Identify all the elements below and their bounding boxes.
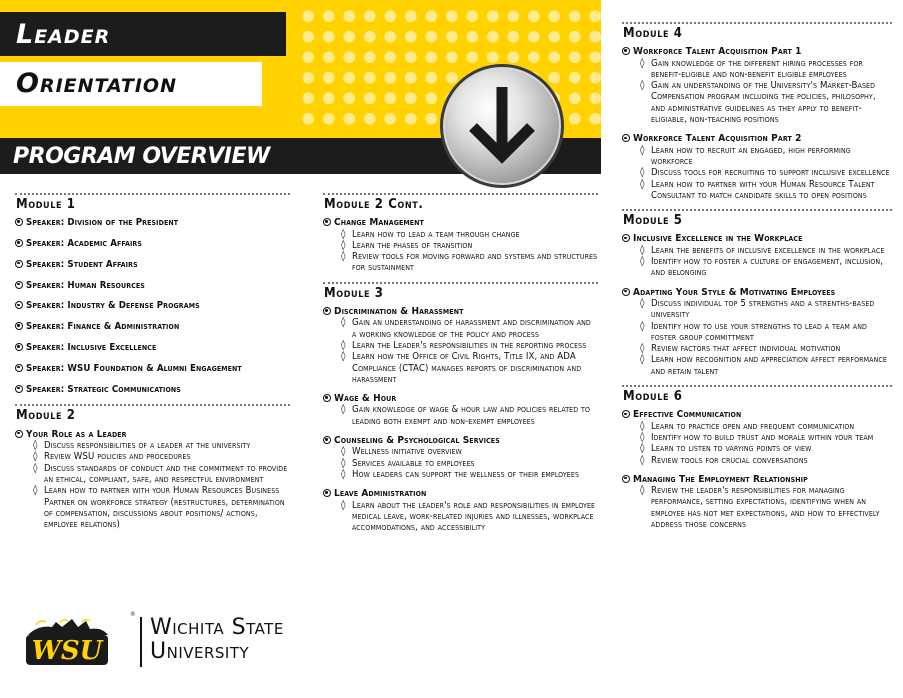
- topic-item-list: [323, 229, 598, 274]
- module-4-title: Module 4: [623, 26, 683, 41]
- topic-heading-text: Managing The Employment Relationship: [633, 473, 808, 485]
- topic-list-item: ◊ Learn the phases of transition: [352, 240, 598, 251]
- topic-item-list: [323, 446, 598, 480]
- logo-name-line-1: Wichita State: [150, 615, 284, 640]
- circle-bullet-icon: [15, 322, 23, 330]
- topic-list-item: ◊ How leaders can support the wellness of their employees: [352, 469, 598, 480]
- topic-heading-text: Change Management: [334, 217, 424, 229]
- topic-heading-text: Wage & Hour: [334, 393, 397, 405]
- circle-bullet-icon: [622, 134, 630, 142]
- circle-bullet-icon: [323, 489, 331, 497]
- circle-bullet-icon: [622, 288, 630, 296]
- circle-bullet-icon: [622, 234, 630, 242]
- topic-heading: [323, 393, 598, 404]
- circle-bullet-icon: [15, 239, 23, 247]
- topic-item-list: [323, 317, 598, 385]
- topic-list-item: ◊ Learn the Leader's responsibilities in the reporting process: [352, 340, 598, 351]
- speaker-label: Speaker: Strategic Communications: [26, 383, 181, 395]
- title-bar-orientation: [0, 62, 262, 106]
- title-bar-leader: [0, 12, 286, 56]
- topic-list-item: ◊ Review factors that affect individual motivation: [651, 343, 892, 354]
- topic-list-item: ◊ Gain knowledge of the different hiring processes for benefit-eligible and non-benefit eligible employees: [651, 58, 892, 81]
- logo-divider: [140, 617, 142, 667]
- circle-bullet-icon: [622, 47, 630, 55]
- topic-list-item: ◊ Services available to employees: [352, 458, 598, 469]
- speaker-label: Speaker: Student Affairs: [26, 258, 138, 270]
- speaker-label: Speaker: Human Resources: [26, 279, 145, 291]
- wsu-shocker-mark-icon: [22, 613, 112, 669]
- circle-bullet-icon: [622, 475, 630, 483]
- module-6-title: Module 6: [623, 389, 683, 405]
- topic-heading: [323, 217, 598, 228]
- topic-list-item: ◊ Identify how to build trust and morale within your team: [651, 432, 892, 443]
- topic-list-item: ◊ Review tools for crucial conversations: [651, 455, 892, 466]
- module-5-title: Module 5: [623, 213, 683, 229]
- topic-block: [622, 474, 892, 530]
- module-2-topics: [15, 429, 290, 531]
- speaker-item: [15, 363, 290, 374]
- topic-list-item: ◊ Learn to practice open and frequent communication: [651, 421, 892, 432]
- topic-item-list: [622, 421, 892, 466]
- topic-list-item: ◊ Learn how to lead a team through change: [352, 229, 598, 240]
- circle-bullet-icon: [15, 364, 23, 372]
- topic-list-item: ◊ Review the leader's responsibilities for managing performance, setting expectations, identifying when an employee has not met expectations, and how to effectively address those concerns: [651, 485, 892, 530]
- topic-heading: [323, 435, 598, 446]
- topic-item-list: [622, 58, 892, 126]
- topic-block: [622, 409, 892, 465]
- topic-block: [323, 435, 598, 480]
- logo-name-line-2: University: [150, 639, 250, 664]
- circle-bullet-icon: [323, 218, 331, 226]
- topic-block: [622, 46, 892, 125]
- topic-heading-text: Adapting Your Style & Motivating Employees: [633, 286, 836, 298]
- topic-list-item: ◊ Review WSU policies and procedures: [44, 451, 290, 462]
- speaker-label: Speaker: Finance & Administration: [26, 321, 180, 333]
- topic-heading-text: Effective Communication: [633, 409, 742, 421]
- title-orientation: Orientation: [16, 68, 177, 99]
- circle-bullet-icon: [622, 410, 630, 418]
- circle-bullet-icon: [15, 343, 23, 351]
- topic-list-item: ◊ Discuss tools for recruiting to support inclusive excellence: [651, 167, 892, 178]
- topic-heading: [622, 409, 892, 420]
- divider: [15, 193, 290, 195]
- topic-list-item: ◊ Gain an understanding of the University's Market-Based Compensation program including the policies, philosophy, and administrative guidelines as they apply to benefit-eligiable, non-teaching positions: [651, 80, 892, 125]
- topic-block: [15, 429, 290, 531]
- topic-list-item: ◊ Discuss individual top 5 strengths and a strenths-based university: [651, 298, 892, 321]
- module-3-topics: [323, 306, 598, 533]
- topic-item-list: [323, 500, 598, 534]
- topic-list-item: ◊ Gain knowledge of wage & hour law and policies related to leading both exempt and non-exempt employees: [352, 404, 598, 427]
- topic-list-item: ◊ Learn how recognition and appreciation affect performance and retain talent: [651, 354, 892, 377]
- module-1-title: Module 1: [16, 197, 76, 212]
- topic-heading: [622, 474, 892, 485]
- circle-bullet-icon: [15, 281, 23, 289]
- divider: [323, 193, 598, 195]
- column-left: [15, 193, 290, 538]
- speaker-label: Speaker: Division of the President: [26, 217, 179, 229]
- down-arrow-icon: [440, 64, 564, 188]
- topic-heading-text: Leave Administration: [334, 488, 427, 500]
- speaker-label: Speaker: Inclusive Excellence: [26, 342, 157, 354]
- speaker-label: Speaker: Academic Affairs: [26, 238, 143, 250]
- module-2-cont-topics: [323, 217, 598, 273]
- column-right: [622, 22, 892, 538]
- topic-block: [622, 233, 892, 278]
- speaker-item: [15, 238, 290, 249]
- topic-list-item: ◊ Learn how to recruit an engaged, high performing workforce: [651, 145, 892, 168]
- topic-list-item: ◊ Discuss standards of conduct and the commitment to provide an ethical, compliant, safe, and respectful environment: [44, 463, 290, 486]
- topic-list-item: ◊ Discuss responsibilities of a leader at the university: [44, 440, 290, 451]
- speaker-item: [15, 300, 290, 311]
- topic-list-item: ◊ Learn how to partner with your Human Resources Business Partner on workforce strategy (restructures, determination of compensation, discussions about positions/ actions, employee relations): [44, 485, 290, 530]
- topic-list-item: ◊ Learn to listen to varying points of view: [651, 443, 892, 454]
- registered-mark: ®: [130, 611, 136, 618]
- divider: [622, 209, 892, 211]
- module-5-topics: [622, 233, 892, 377]
- topic-list-item: ◊ Learn about the leader's role and responsibilities in employee medical leave, work-related injuries and illnesses, workplace accommodations, and accessibility: [352, 500, 598, 534]
- wichita-state-logo: [22, 611, 302, 671]
- topic-block: [622, 287, 892, 377]
- topic-list-item: ◊ Review tools for moving forward and systems and structures for sustainment: [352, 251, 598, 274]
- topic-list-item: ◊ Wellness initiative overview: [352, 446, 598, 457]
- topic-list-item: ◊ Learn how the Office of Civil Rights, Title IX, and ADA Compliance (CTAC) manages reports of discrimination and harassment: [352, 351, 598, 385]
- module-3-title: Module 3: [324, 285, 384, 301]
- topic-list-item: ◊ Identify how to foster a culture of engagement, inclusion, and belonging: [651, 256, 892, 279]
- circle-bullet-icon: [323, 436, 331, 444]
- topic-block: [622, 133, 892, 201]
- topic-heading-text: Your Role as a Leader: [26, 428, 127, 440]
- topic-heading-text: Discrimination & Harassment: [334, 306, 464, 318]
- module-2-cont-title: Module 2 Cont.: [324, 197, 424, 212]
- topic-item-list: [622, 145, 892, 201]
- topic-block: [323, 217, 598, 273]
- topic-heading: [622, 133, 892, 144]
- topic-block: [323, 488, 598, 533]
- circle-bullet-icon: [15, 385, 23, 393]
- circle-bullet-icon: [15, 430, 23, 438]
- topic-heading: [15, 429, 290, 440]
- module-6-topics: [622, 409, 892, 530]
- speaker-label: Speaker: WSU Foundation & Alumni Engagement: [26, 362, 242, 374]
- topic-heading-text: Workforce Talent Acquisition Part 1: [633, 46, 802, 58]
- module-4-topics: [622, 46, 892, 201]
- module-1-speaker-list: [15, 217, 290, 395]
- circle-bullet-icon: [15, 218, 23, 226]
- topic-heading: [622, 287, 892, 298]
- speaker-item: [15, 217, 290, 228]
- circle-bullet-icon: [15, 260, 23, 268]
- speaker-item: [15, 280, 290, 291]
- column-middle: [323, 193, 598, 541]
- topic-heading: [622, 233, 892, 244]
- speaker-item: [15, 321, 290, 332]
- topic-item-list: [622, 298, 892, 377]
- topic-item-list: [323, 404, 598, 427]
- topic-list-item: ◊ Identify how to use your strengths to lead a team and foster group committment: [651, 321, 892, 344]
- topic-item-list: [15, 440, 290, 530]
- topic-heading-text: Counseling & Psychological Services: [334, 435, 500, 447]
- module-2-title: Module 2: [16, 408, 76, 424]
- topic-item-list: [622, 245, 892, 279]
- topic-heading: [323, 488, 598, 499]
- topic-list-item: ◊ Gain an understanding of harassment and discrimination and a working knowledge of the policy and process: [352, 317, 598, 340]
- topic-heading: [622, 46, 892, 57]
- circle-bullet-icon: [15, 301, 23, 309]
- speaker-item: [15, 342, 290, 353]
- divider: [15, 404, 290, 406]
- topic-block: [323, 393, 598, 427]
- topic-item-list: [622, 485, 892, 530]
- speaker-item: [15, 259, 290, 270]
- topic-heading-text: Workforce Talent Acquisition Part 2: [633, 133, 802, 145]
- speaker-item: [15, 384, 290, 395]
- divider: [622, 22, 892, 24]
- program-overview-title: PROGRAM OVERVIEW: [13, 144, 270, 169]
- divider: [323, 282, 598, 284]
- speaker-label: Speaker: Industry & Defense Programs: [26, 300, 200, 312]
- topic-heading-text: Inclusive Excellence in the Workplace: [633, 233, 803, 245]
- topic-heading: [323, 306, 598, 317]
- title-leader: Leader: [16, 19, 111, 50]
- circle-bullet-icon: [323, 394, 331, 402]
- circle-bullet-icon: [323, 307, 331, 315]
- topic-block: [323, 306, 598, 385]
- divider: [622, 385, 892, 387]
- svg-text:WSU: WSU: [31, 636, 103, 666]
- topic-list-item: ◊ Learn the benefits of inclusive excellence in the workplace: [651, 245, 892, 256]
- topic-list-item: ◊ Learn how to partner with your Human Resource Talent Consultant to match candidate skills to open positions: [651, 179, 892, 202]
